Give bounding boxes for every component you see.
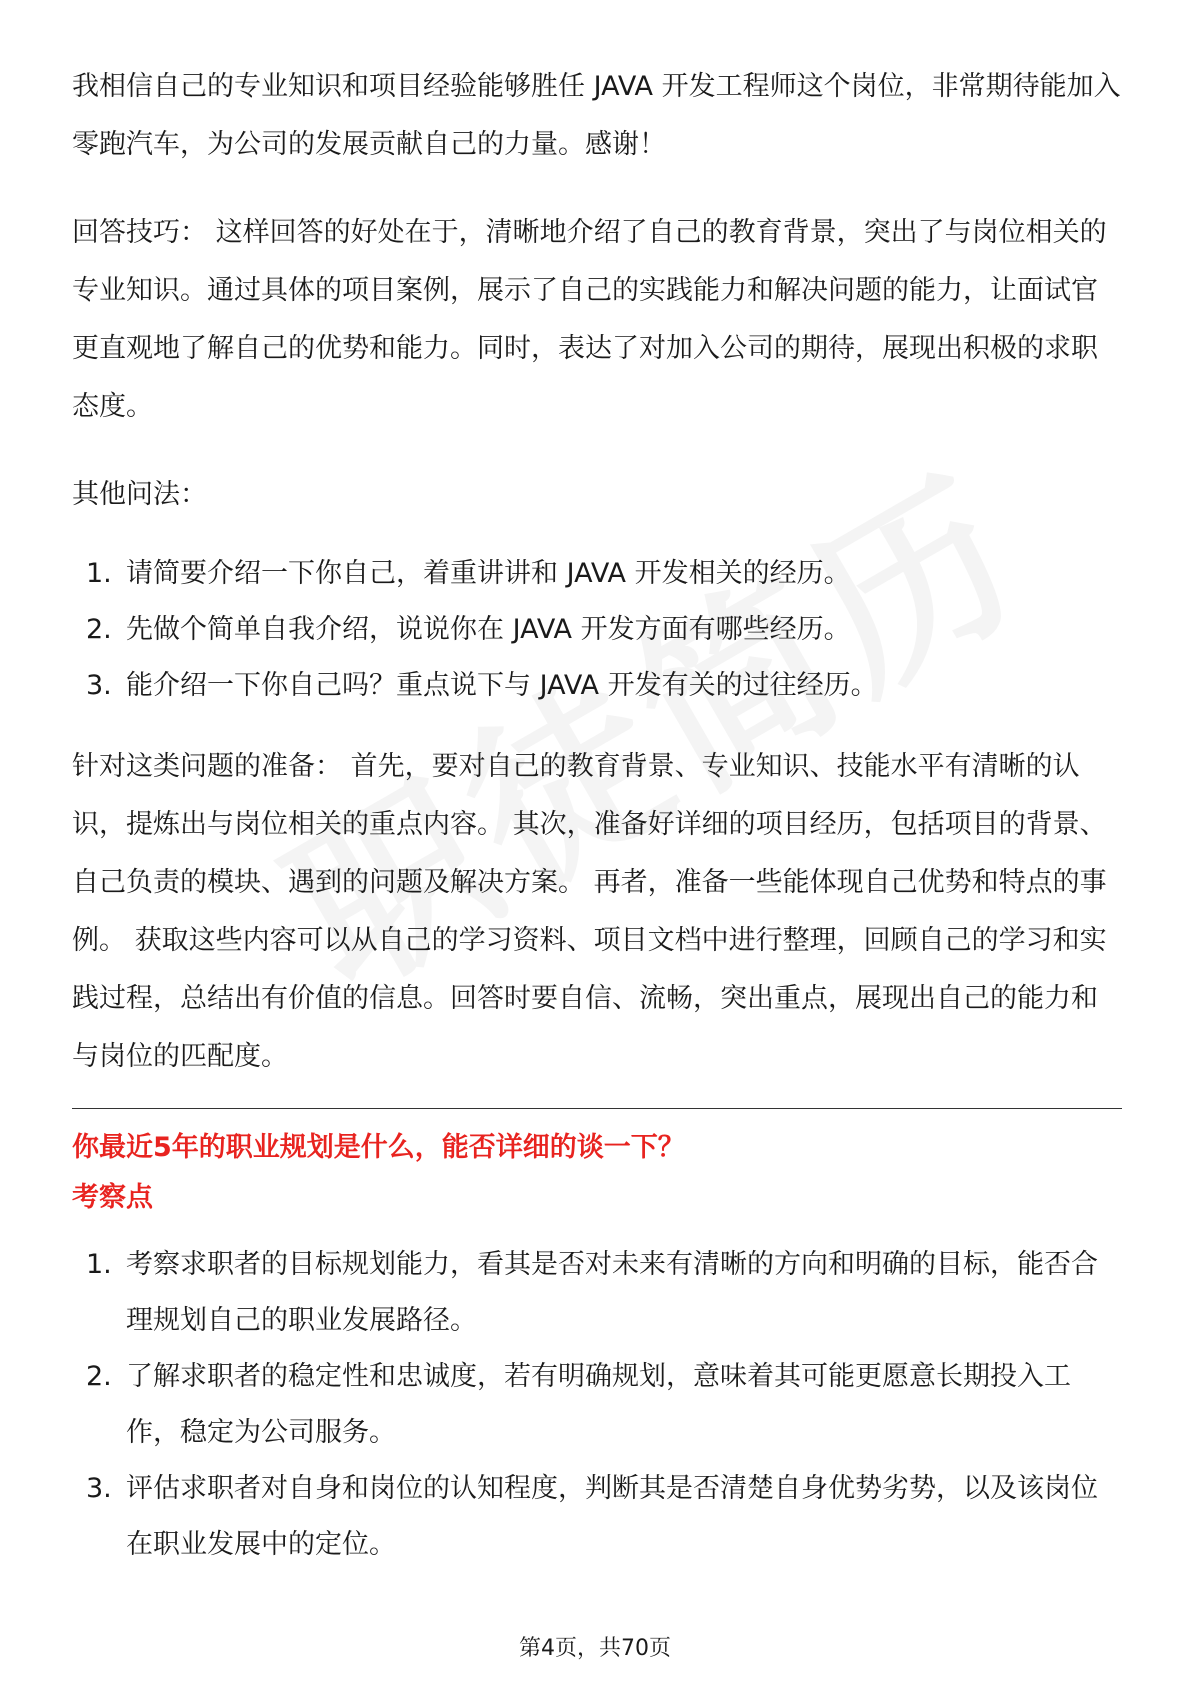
evaluation-points-list: [72, 1237, 1122, 1573]
other-questions-label: 其他问法：: [72, 479, 207, 510]
list-item: 2. 先做个简单自我介绍，说说你在 JAVA 开发方面有哪些经历。: [86, 614, 851, 645]
list-item: 2. 了解求职者的稳定性和忠诚度，若有明确规划，意味着其可能更愿意长期投入工作，稳定为公司服务。: [86, 1361, 1071, 1448]
document-body: [72, 58, 1122, 1573]
page-number: 第4页，共70页: [519, 1636, 671, 1661]
list-item: 3. 评估求职者对自身和岗位的认知程度，判断其是否清楚自身优势劣势，以及该岗位在职业发展中的定位。: [86, 1473, 1098, 1560]
closing-paragraph: 我相信自己的专业知识和项目经验能够胜任 JAVA 开发工程师这个岗位，非常期待能加入零跑汽车，为公司的发展贡献自己的力量。感谢！: [72, 71, 1121, 160]
answer-tips-paragraph: 回答技巧： 这样回答的好处在于，清晰地介绍了自己的教育背景，突出了与岗位相关的专业知识。通过具体的项目案例，展示了自己的实践能力和解决问题的能力，让面试官更直观地了解自己的优势和能力。同时，表达了对加入公司的期待，展现出积极的求职态度。: [72, 217, 1107, 422]
other-questions-list: [72, 546, 1122, 714]
list-item: 1. 请简要介绍一下你自己，着重讲讲和 JAVA 开发相关的经历。: [86, 558, 851, 589]
list-item: 3. 能介绍一下你自己吗？重点说下与 JAVA 开发有关的过往经历。: [86, 670, 878, 701]
section-label: 考察点: [72, 1182, 153, 1213]
list-item: 1. 考察求职者的目标规划能力，看其是否对未来有清晰的方向和明确的目标，能否合理规划自己的职业发展路径。: [86, 1249, 1098, 1336]
question-title: 你最近5年的职业规划是什么，能否详细的谈一下？: [72, 1132, 685, 1163]
preparation-paragraph: 针对这类问题的准备： 首先，要对自己的教育背景、专业知识、技能水平有清晰的认识，提炼出与岗位相关的重点内容。 其次，准备好详细的项目经历，包括项目的背景、自己负责的模块、遇到的问题及解决方案。 再者，准备一些能体现自己优势和特点的事例。 获取这些内容可以从自己的学习资料、项目文档中进行整理，回顾自己的学习和实践过程，总结出有价值的信息。回答时要自信、流畅，突出重点，展现出自己的能力和与岗位的匹配度。: [72, 751, 1107, 1072]
